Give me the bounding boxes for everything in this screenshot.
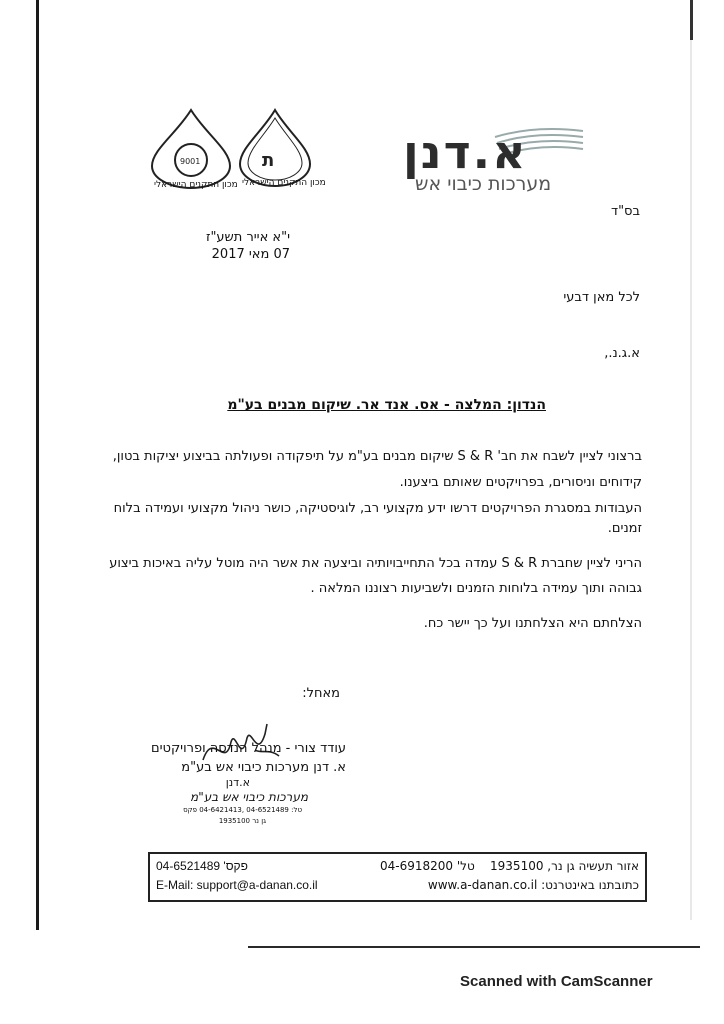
signer-company: א. דנן מערכות כיבוי אש בע"מ <box>181 760 346 775</box>
stamp-line: טל: 04-6521489 ,04-6421413 פקס <box>183 806 302 814</box>
closing: מאחל: <box>302 686 340 701</box>
signer-name: עודד צורי - מנהל הנדסה ופרויקטים <box>151 741 346 756</box>
iso-mark-icon <box>150 108 232 190</box>
seal-caption: מכון התקנים הישראלי <box>154 180 238 190</box>
stamp-line: א.דנן <box>225 776 250 789</box>
footer-email[interactable]: E-Mail: support@a-danan.co.il <box>156 878 318 892</box>
seal-caption: מכון התקנים הישראלי <box>242 178 326 188</box>
body-line: קידוחים וניסורים, בפרויקטים שאותם ביצענו. <box>399 475 642 490</box>
svg-text:9001: 9001 <box>180 157 201 166</box>
company-logo <box>385 125 585 195</box>
standards-seal <box>238 108 326 192</box>
bottom-rule <box>248 946 700 948</box>
footer-phone: טל' 04-6918200 <box>380 859 475 873</box>
greeting: א.ג.נ., <box>604 346 640 361</box>
body-line: הצלחתם היא הצלחתנו ועל כך יישר כח. <box>423 616 642 631</box>
subject-line: הנדון: המלצה - אס. אנד אר. שיקום מבנים בע"מ <box>227 397 546 413</box>
bsd-mark: בס"ד <box>610 204 640 219</box>
body-line: גבוהה ותוך עמידה בלוחות הזמנים ולשביעות רצוננו המלאה . <box>310 581 642 596</box>
logo-name: א.דנן <box>403 125 528 179</box>
footer-contact <box>156 859 248 873</box>
scan-edge-top <box>690 0 693 40</box>
footer-address-row <box>380 859 639 873</box>
footer-website-label: כתובתנו באינטרנט: <box>541 878 639 892</box>
stamp-line: גן נר 1935100 <box>218 817 266 825</box>
scan-edge-left <box>36 0 39 930</box>
iso-seal <box>150 108 238 194</box>
logo-subtitle: מערכות כיבוי אש <box>415 173 552 195</box>
footer-website-row <box>428 878 639 892</box>
scan-edge-right <box>690 40 692 920</box>
gregorian-date: 07 מאי 2017 <box>211 247 290 262</box>
body-line: זמנים. <box>607 521 642 536</box>
standards-mark-icon <box>238 108 313 188</box>
body-line: ברצוני לציין לשבח את חב' S & R שיקום מבנים בע"מ על תיפקודה ופעולתה בביצוע יציקות בטון, <box>112 449 642 464</box>
footer-website[interactable]: www.a-danan.co.il <box>427 878 538 892</box>
svg-text:ת: ת <box>262 150 275 171</box>
footer-fax: פקס' 04-6521489 <box>156 859 248 873</box>
body-line: הריני לציין שחברת S & R עמדה בכל התחייבויותיה וביצעה את אשר היה מוטל עליה באיכות ביצוע <box>109 556 642 571</box>
stamp-line: מערכות כיבוי אש בע"מ <box>190 790 308 804</box>
scanner-watermark: Scanned with CamScanner <box>460 973 653 990</box>
footer-address: אזור תעשיה גן נר, 1935100 <box>490 859 639 873</box>
hebrew-date: י"א אייר תשע"ז <box>205 230 290 245</box>
letter-footer <box>148 852 647 902</box>
body-line: העבודות במסגרת הפרויקטים דרשו ידע מקצועי רב, לוגיסטיקה, כושר ניהול מקצועי ועמידה בלוח <box>113 501 642 516</box>
recipient: לכל מאן דבעי <box>563 290 640 305</box>
